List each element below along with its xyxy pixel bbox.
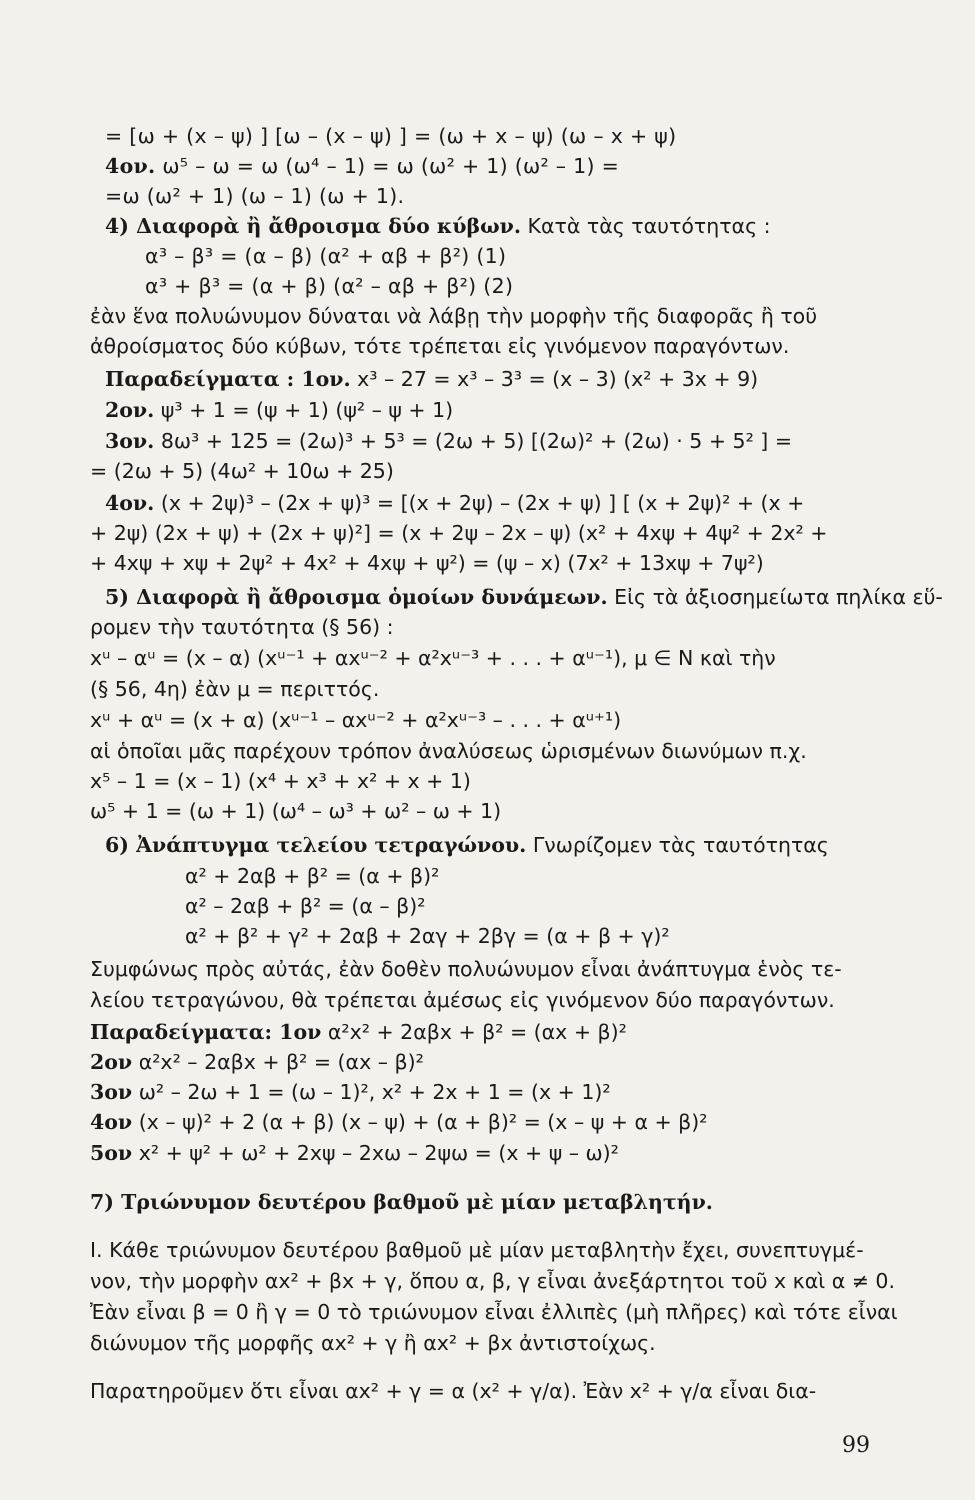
example-3: 3ον. 8ω³ + 125 = (2ω)³ + 5³ = (2ω + 5) [(2ω)² + (2ω) · 5 + 5² ] = <box>105 429 792 453</box>
identity-power-difference: xᵘ – αᵘ = (x – α) (xᵘ⁻¹ + αxᵘ⁻² + α²xᵘ⁻³ + . . . + αᵘ⁻¹), μ ∈ N καὶ τὴν <box>90 646 776 670</box>
text-line-36: I. Κάθε τριώνυμον δευτέρου βαθμοῦ μὲ μίαν μεταβλητὴν ἔχει, συνεπτυγμέ- <box>90 1238 864 1262</box>
square-identity-1: α² + 2αβ + β² = (α + β)² <box>185 864 440 888</box>
text-line-8: ἀθροίσματος δύο κύβων, τότε τρέπεται εἰς γινόμενον παραγόντων. <box>90 334 790 358</box>
section-heading-4: 4) Διαφορὰ ἢ ἄθροισμα δύο κύβων. Κατὰ τὰς ταυτότητας : <box>105 214 771 238</box>
example-2: 2ον. ψ³ + 1 = (ψ + 1) (ψ² – ψ + 1) <box>105 398 454 422</box>
text-line-19: (§ 56, 4η) ἐὰν μ = περιττός. <box>90 677 380 701</box>
examples-square-1: Παραδείγματα: 1ον α²x² + 2αβx + β² = (αx + β)² <box>90 1020 627 1044</box>
text-line-23: ω⁵ + 1 = (ω + 1) (ω⁴ – ω³ + ω² – ω + 1) <box>90 799 502 823</box>
section-heading-5: 5) Διαφορὰ ἢ ἄθροισμα ὁμοίων δυνάμεων. Εἰς τὰ ἀξιοσημείωτα πηλίκα εὕ- <box>105 585 943 609</box>
identity-cubes-difference: α³ – β³ = (α – β) (α² + αβ + β²) (1) <box>145 244 507 268</box>
examples-square-3: 3ον ω² – 2ω + 1 = (ω – 1)², x² + 2x + 1 = (x + 1)² <box>90 1080 611 1104</box>
example-4: 4ον. (x + 2ψ)³ – (2x + ψ)³ = [(x + 2ψ) – (2x + ψ) ] [ (x + 2ψ)² + (x + <box>105 491 805 515</box>
examples-square-2: 2ον α²x² – 2αβx + β² = (αx – β)² <box>90 1050 424 1074</box>
text-line-2: 4ον. ω⁵ – ω = ω (ω⁴ – 1) = ω (ω² + 1) (ω² – 1) = <box>105 154 620 178</box>
section-heading-7: 7) Τριώνυμον δευτέρου βαθμοῦ μὲ μίαν μεταβλητήν. <box>90 1190 713 1214</box>
text-line-39: διώνυμον τῆς μορφῆς αx² + γ ἢ αx² + βx ἀντιστοίχως. <box>90 1331 656 1355</box>
examples-square-4: 4ον (x – ψ)² + 2 (α + β) (x – ψ) + (α + β)² = (x – ψ + α + β)² <box>90 1110 708 1134</box>
square-identity-3: α² + β² + γ² + 2αβ + 2αγ + 2βγ = (α + β + γ)² <box>185 924 670 948</box>
text-line-1: = [ω + (x – ψ) ] [ω – (x – ψ) ] = (ω + x – ψ) (ω – x + ψ) <box>105 124 677 148</box>
square-identity-2: α² – 2αβ + β² = (α – β)² <box>185 894 426 918</box>
section-heading-6: 6) Ἀνάπτυγμα τελείου τετραγώνου. Γνωρίζομεν τὰς ταυτότητας <box>105 833 829 857</box>
examples-1: Παραδείγματα : 1ον. x³ – 27 = x³ – 3³ = (x – 3) (x² + 3x + 9) <box>105 367 759 391</box>
page-number: 99 <box>842 1433 870 1458</box>
text-line-40: Παρατηροῦμεν ὅτι εἶναι αx² + γ = α (x² + γ/α). Ἐὰν x² + γ/α εἶναι δια- <box>90 1379 817 1403</box>
identity-cubes-sum: α³ + β³ = (α + β) (α² – αβ + β²) (2) <box>145 274 514 298</box>
text-line-29: λείου τετραγώνου, θὰ τρέπεται ἀμέσως εἰς γινόμενον δύο παραγόντων. <box>90 988 835 1012</box>
text-line-28: Συμφώνως πρὸς αὐτάς, ἐὰν δοθὲν πολυώνυμον εἶναι ἀνάπτυγμα ἑνὸς τε- <box>90 957 842 981</box>
examples-square-5: 5ον x² + ψ² + ω² + 2xψ – 2xω – 2ψω = (x + ψ – ω)² <box>90 1141 619 1165</box>
text-line-38: Ἐὰν εἶναι β = 0 ἢ γ = 0 τὸ τριώνυμον εἶναι ἐλλιπὲς (μὴ πλῆρες) καὶ τότε εἶναι <box>90 1300 898 1324</box>
text-line-22: x⁵ – 1 = (x – 1) (x⁴ + x³ + x² + x + 1) <box>90 769 471 793</box>
text-line-15: + 4xψ + xψ + 2ψ² + 4x² + 4xψ + ψ²) = (ψ – x) (7x² + 13xψ + 7ψ²) <box>90 551 764 575</box>
text-line-7: ἐὰν ἕνα πολυώνυμον δύναται νὰ λάβῃ τὴν μορφὴν τῆς διαφορᾶς ἢ τοῦ <box>90 304 818 328</box>
text-line-3: =ω (ω² + 1) (ω – 1) (ω + 1). <box>105 184 405 208</box>
text-line-12: = (2ω + 5) (4ω² + 10ω + 25) <box>90 459 394 483</box>
text-line-14: + 2ψ) (2x + ψ) + (2x + ψ)²] = (x + 2ψ – 2x – ψ) (x² + 4xψ + 4ψ² + 2x² + <box>90 521 828 545</box>
text-line-37: νον, τὴν μορφὴν αx² + βx + γ, ὅπου α, β, γ εἶναι ἀνεξάρτητοι τοῦ x καὶ α ≠ 0. <box>90 1269 895 1293</box>
text-line-21: αἱ ὁποῖαι μᾶς παρέχουν τρόπον ἀναλύσεως ὡρισμένων διωνύμων π.χ. <box>90 739 807 763</box>
identity-power-sum: xᵘ + αᵘ = (x + α) (xᵘ⁻¹ – αxᵘ⁻² + α²xᵘ⁻³ – . . . + αᵘ⁺¹) <box>90 708 622 732</box>
text-line-17: ρομεν τὴν ταυτότητα (§ 56) : <box>90 615 394 639</box>
